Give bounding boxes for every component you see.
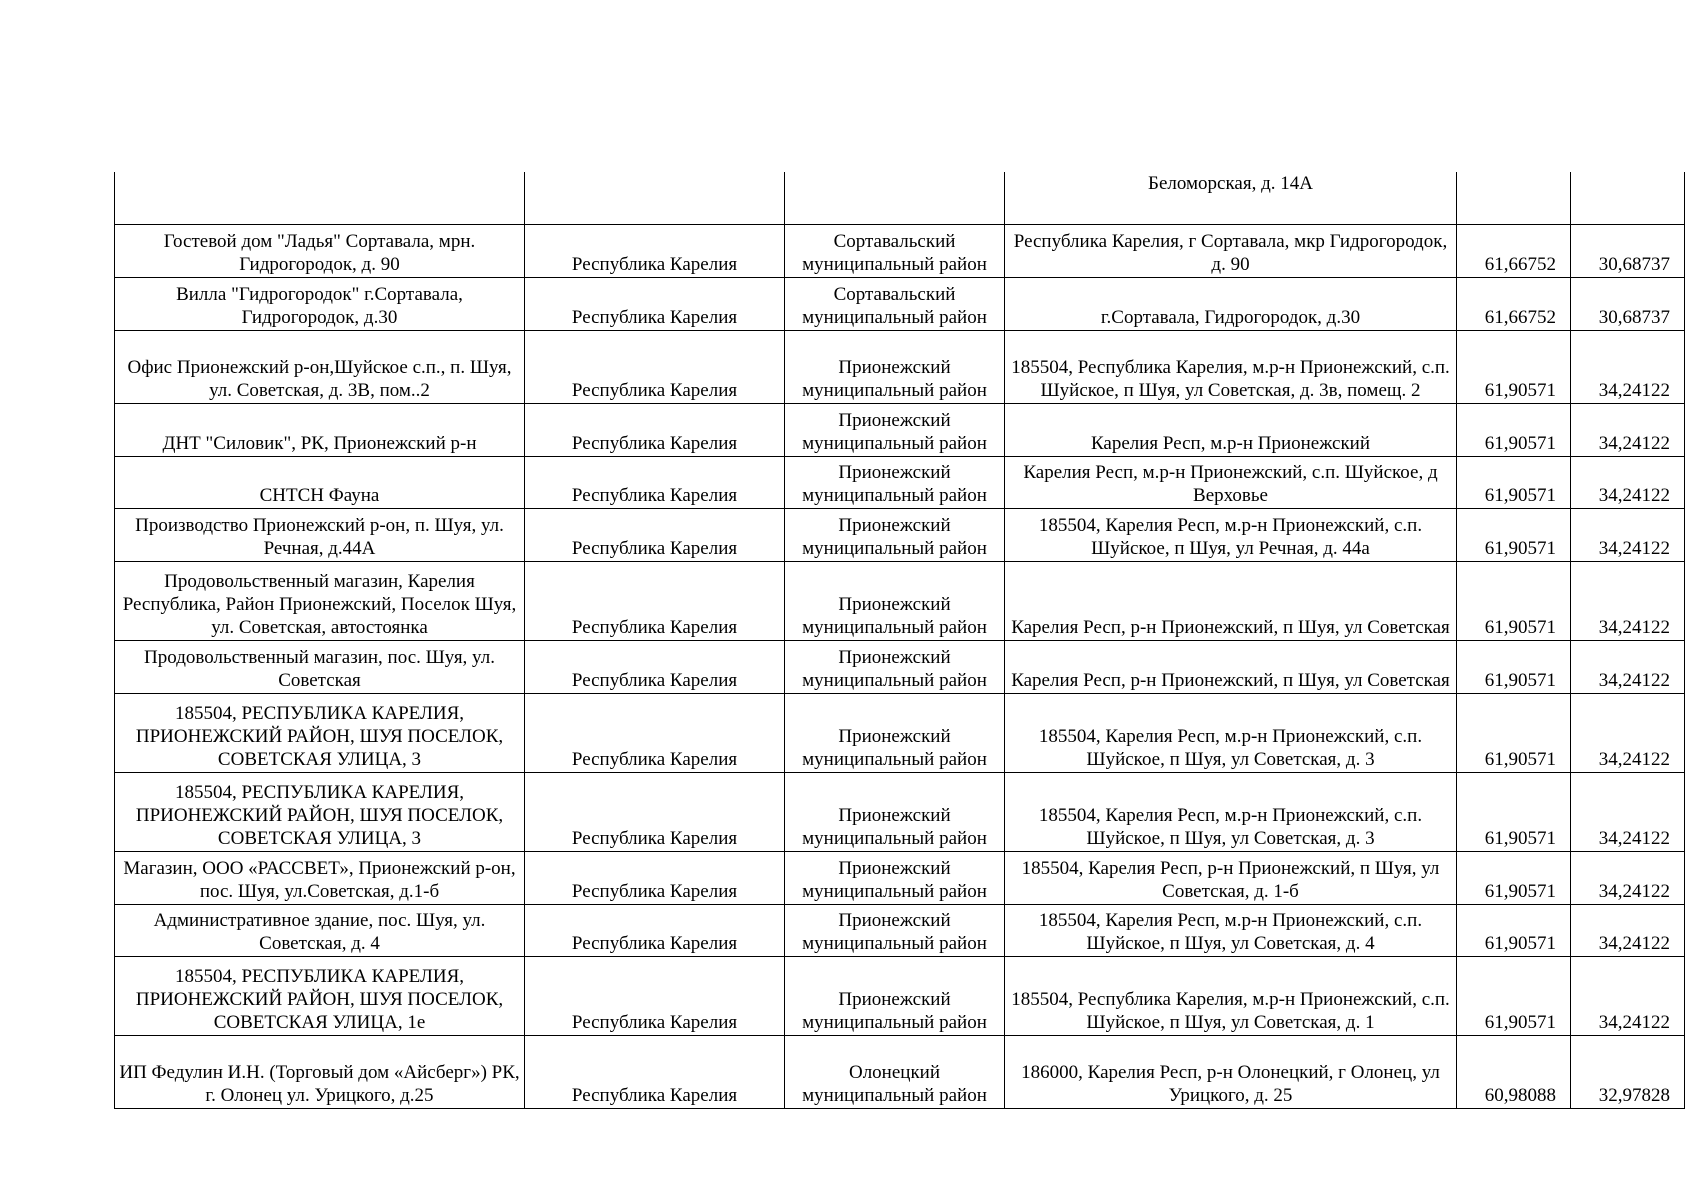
cell-longitude: 32,97828: [1571, 1035, 1685, 1108]
cell-address: Беломорская, д. 14А: [1005, 172, 1457, 224]
cell-latitude: 61,66752: [1457, 277, 1571, 330]
cell-address: Карелия Респ, р-н Прионежский, п Шуя, ул Советская: [1005, 640, 1457, 693]
cell-address: 185504, Карелия Респ, м.р-н Прионежский, с.п. Шуйское, п Шуя, ул Речная, д. 44а: [1005, 508, 1457, 561]
cell-longitude: 34,24122: [1571, 693, 1685, 772]
cell-district: Прионежский муниципальный район: [785, 772, 1005, 851]
cell-longitude: 34,24122: [1571, 904, 1685, 956]
cell-district: Сортавальский муниципальный район: [785, 277, 1005, 330]
cell-name: Административное здание, пос. Шуя, ул. Советская, д. 4: [115, 904, 525, 956]
cell-region: Республика Карелия: [525, 1035, 785, 1108]
cell-region: Республика Карелия: [525, 561, 785, 640]
cell-name: Производство Прионежский р-он, п. Шуя, ул. Речная, д.44А: [115, 508, 525, 561]
table-row: [115, 456, 1685, 508]
cell-longitude: 34,24122: [1571, 508, 1685, 561]
cell-latitude: 61,90571: [1457, 693, 1571, 772]
cell-address: 185504, Карелия Респ, м.р-н Прионежский, с.п. Шуйское, п Шуя, ул Советская, д. 4: [1005, 904, 1457, 956]
table-row: [115, 224, 1685, 277]
cell-district: Прионежский муниципальный район: [785, 561, 1005, 640]
cell-address: Карелия Респ, р-н Прионежский, п Шуя, ул Советская: [1005, 561, 1457, 640]
cell-name: Офис Прионежский р-он,Шуйское с.п., п. Шуя, ул. Советская, д. 3В, пом..2: [115, 330, 525, 403]
cell-district: Прионежский муниципальный район: [785, 956, 1005, 1035]
cell-name: [115, 172, 525, 224]
table-row: [115, 851, 1685, 904]
cell-region: Республика Карелия: [525, 277, 785, 330]
cell-region: Республика Карелия: [525, 956, 785, 1035]
cell-longitude: 34,24122: [1571, 851, 1685, 904]
cell-longitude: 34,24122: [1571, 403, 1685, 456]
cell-district: [785, 172, 1005, 224]
cell-address: 185504, Карелия Респ, р-н Прионежский, п Шуя, ул Советская, д. 1-б: [1005, 851, 1457, 904]
table-row: [115, 904, 1685, 956]
cell-district: Прионежский муниципальный район: [785, 640, 1005, 693]
cell-longitude: [1571, 172, 1685, 224]
cell-name: СНТСН Фауна: [115, 456, 525, 508]
cell-district: Прионежский муниципальный район: [785, 403, 1005, 456]
table-row: [115, 640, 1685, 693]
cell-longitude: 34,24122: [1571, 772, 1685, 851]
cell-latitude: 61,66752: [1457, 224, 1571, 277]
table-row: [115, 403, 1685, 456]
cell-region: Республика Карелия: [525, 904, 785, 956]
cell-longitude: 34,24122: [1571, 561, 1685, 640]
cell-region: Республика Карелия: [525, 640, 785, 693]
table-row: [115, 956, 1685, 1035]
cell-address: Карелия Респ, м.р-н Прионежский, с.п. Шуйское, д Верховье: [1005, 456, 1457, 508]
cell-name: ДНТ "Силовик", РК, Прионежский р-н: [115, 403, 525, 456]
cell-longitude: 34,24122: [1571, 640, 1685, 693]
cell-district: Сортавальский муниципальный район: [785, 224, 1005, 277]
cell-name: Магазин, ООО «РАССВЕТ», Прионежский р-он, пос. Шуя, ул.Советская, д.1-б: [115, 851, 525, 904]
cell-longitude: 30,68737: [1571, 224, 1685, 277]
cell-region: [525, 172, 785, 224]
cell-latitude: 61,90571: [1457, 561, 1571, 640]
cell-latitude: 61,90571: [1457, 640, 1571, 693]
cell-region: Республика Карелия: [525, 851, 785, 904]
table-row: [115, 277, 1685, 330]
table-row: [115, 772, 1685, 851]
cell-latitude: 61,90571: [1457, 851, 1571, 904]
cell-address: 185504, Республика Карелия, м.р-н Прионежский, с.п. Шуйское, п Шуя, ул Советская, д. 1: [1005, 956, 1457, 1035]
cell-latitude: 60,98088: [1457, 1035, 1571, 1108]
cell-latitude: [1457, 172, 1571, 224]
cell-name: Вилла "Гидрогородок" г.Сортавала, Гидрогородок, д.30: [115, 277, 525, 330]
cell-address: 185504, Республика Карелия, м.р-н Прионежский, с.п. Шуйское, п Шуя, ул Советская, д. 3в, помещ. 2: [1005, 330, 1457, 403]
cell-district: Прионежский муниципальный район: [785, 508, 1005, 561]
cell-region: Республика Карелия: [525, 330, 785, 403]
cell-longitude: 34,24122: [1571, 456, 1685, 508]
cell-district: Прионежский муниципальный район: [785, 456, 1005, 508]
cell-address: Карелия Респ, м.р-н Прионежский: [1005, 403, 1457, 456]
cell-district: Прионежский муниципальный район: [785, 904, 1005, 956]
table-row: [115, 693, 1685, 772]
table-body: [115, 172, 1685, 1108]
cell-district: Прионежский муниципальный район: [785, 693, 1005, 772]
cell-district: Прионежский муниципальный район: [785, 851, 1005, 904]
cell-region: Республика Карелия: [525, 693, 785, 772]
cell-latitude: 61,90571: [1457, 330, 1571, 403]
cell-longitude: 34,24122: [1571, 330, 1685, 403]
cell-name: ИП Федулин И.Н. (Торговый дом «Айсберг») РК, г. Олонец ул. Урицкого, д.25: [115, 1035, 525, 1108]
cell-address: г.Сортавала, Гидрогородок, д.30: [1005, 277, 1457, 330]
cell-region: Республика Карелия: [525, 403, 785, 456]
table-row: [115, 561, 1685, 640]
cell-latitude: 61,90571: [1457, 904, 1571, 956]
cell-name: 185504, РЕСПУБЛИКА КАРЕЛИЯ, ПРИОНЕЖСКИЙ РАЙОН, ШУЯ ПОСЕЛОК, СОВЕТСКАЯ УЛИЦА, 1е: [115, 956, 525, 1035]
cell-latitude: 61,90571: [1457, 956, 1571, 1035]
cell-address: 185504, Карелия Респ, м.р-н Прионежский, с.п. Шуйское, п Шуя, ул Советская, д. 3: [1005, 693, 1457, 772]
cell-region: Республика Карелия: [525, 508, 785, 561]
cell-name: Гостевой дом "Ладья" Сортавала, мрн. Гидрогородок, д. 90: [115, 224, 525, 277]
cell-address: 185504, Карелия Респ, м.р-н Прионежский, с.п. Шуйское, п Шуя, ул Советская, д. 3: [1005, 772, 1457, 851]
cell-region: Республика Карелия: [525, 456, 785, 508]
cell-address: Республика Карелия, г Сортавала, мкр Гидрогородок, д. 90: [1005, 224, 1457, 277]
cell-latitude: 61,90571: [1457, 403, 1571, 456]
cell-district: Прионежский муниципальный район: [785, 330, 1005, 403]
cell-latitude: 61,90571: [1457, 772, 1571, 851]
cell-latitude: 61,90571: [1457, 508, 1571, 561]
cell-name: Продовольственный магазин, пос. Шуя, ул. Советская: [115, 640, 525, 693]
cell-region: Республика Карелия: [525, 224, 785, 277]
table-row: [115, 1035, 1685, 1108]
table-row: [115, 508, 1685, 561]
cell-name: Продовольственный магазин, Карелия Республика, Район Прионежский, Поселок Шуя, ул. Советская, автостоянка: [115, 561, 525, 640]
data-table: [114, 172, 1685, 1109]
cell-name: 185504, РЕСПУБЛИКА КАРЕЛИЯ, ПРИОНЕЖСКИЙ РАЙОН, ШУЯ ПОСЕЛОК, СОВЕТСКАЯ УЛИЦА, 3: [115, 772, 525, 851]
cell-region: Республика Карелия: [525, 772, 785, 851]
cell-longitude: 34,24122: [1571, 956, 1685, 1035]
cell-district: Олонецкий муниципальный район: [785, 1035, 1005, 1108]
cell-name: 185504, РЕСПУБЛИКА КАРЕЛИЯ, ПРИОНЕЖСКИЙ РАЙОН, ШУЯ ПОСЕЛОК, СОВЕТСКАЯ УЛИЦА, 3: [115, 693, 525, 772]
cell-longitude: 30,68737: [1571, 277, 1685, 330]
cell-address: 186000, Карелия Респ, р-н Олонецкий, г Олонец, ул Урицкого, д. 25: [1005, 1035, 1457, 1108]
table-row: [115, 172, 1685, 224]
table-row: [115, 330, 1685, 403]
cell-latitude: 61,90571: [1457, 456, 1571, 508]
